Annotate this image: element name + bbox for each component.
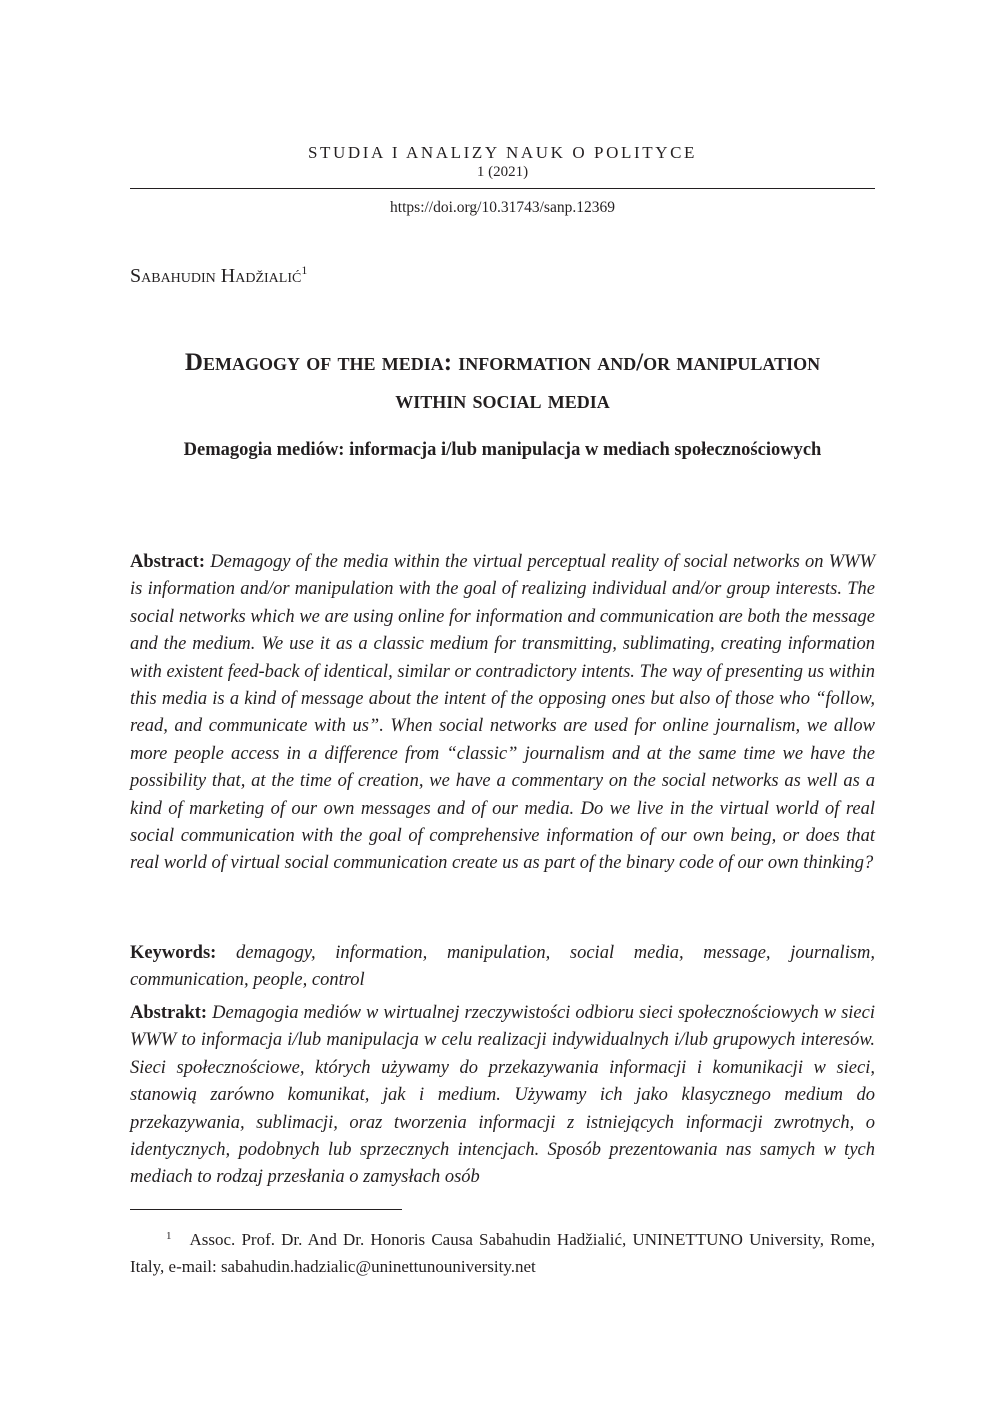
- keywords-paragraph: [130, 940, 875, 995]
- abstrakt-text: Demagogia mediów w wirtualnej rzeczywistości odbioru sieci społecznościowych w sieci WWW to informacja i/lub manipulacja w celu realizacji indywidualnych i/lub grupowych interesów. Sieci społecznościowe, których używamy do przekazywania informacji i komunikacji w sieci, stanowią zarówno komunikat, jak i medium. Używamy ich jako klasycznego medium do przekazywania, sublimacji, oraz tworzenia informacji z istniejących informacji zwrotnych, o identycznych, podobnych lub sprzecznych intencjach. Sposób prezentowania nas samych w tych mediach to rodzaj przesłania o zamysłach osób: [130, 1003, 875, 1188]
- author-name-text: Sabahudin Hadžialić: [130, 265, 302, 287]
- author-name: [130, 263, 307, 288]
- footnote-rule: [130, 1209, 402, 1210]
- abstract-paragraph: [130, 549, 875, 878]
- header-rule: [130, 188, 875, 189]
- article-title-polish: Demagogia mediów: informacja i/lub manipulacja w mediach społecznościowych: [183, 440, 822, 460]
- abstract-text: Demagogy of the media within the virtual perceptual reality of social networks on WWW is information and/or manipulation with the goal of realizing individual and/or group interests. The social networks which we are using online for information and communication are both the message and the medium. We use it as a classic medium for transmitting, sublimating, creating information with existent feed-back of identical, similar or contradictory intents. The way of presenting us within this media is a kind of message about the intent of the opposing ones but also of those who “follow, read, and communicate with us”. When social networks are used for online journalism, we allow more people access in a difference from “classic” journalism and at the same time we have the possibility that, at the time of creation, we have a commentary on the social networks as well as a kind of marketing of our own messages and of our media. Do we live in the virtual world of real social communication with the goal of comprehensive information of our own being, or does that real world of virtual social communication create us as part of the binary code of our own thinking?: [130, 552, 876, 874]
- abstrakt-paragraph: [130, 1000, 875, 1192]
- article-title-line-1: Demagogy of the media: information and/or manipulation: [184, 349, 821, 376]
- footnote-mark: 1: [166, 1230, 172, 1242]
- abstrakt-label: Abstrakt:: [130, 1003, 208, 1023]
- abstract-label: Abstract:: [130, 552, 206, 572]
- footnote-text: Assoc. Prof. Dr. And Dr. Honoris Causa Sabahudin Hadžialić, UNINETTUNO University, Rome, Italy, e-mail: sabahudin.hadzialic@uninettunouniversity.net: [130, 1230, 875, 1276]
- doi-link[interactable]: https://doi.org/10.31743/sanp.12369: [390, 199, 615, 216]
- journal-title: STUDIA I ANALIZY NAUK O POLITYCE: [307, 143, 698, 162]
- issue-number: 1 (2021): [476, 164, 529, 180]
- keywords-text: demagogy, information, manipulation, social media, message, journalism, communication, people, control: [130, 943, 876, 991]
- footnote: [130, 1223, 875, 1280]
- article-title: [130, 344, 875, 420]
- article-title-line-2: within social media: [395, 387, 610, 414]
- keywords-label: Keywords:: [130, 943, 217, 963]
- author-footnote-mark[interactable]: 1: [301, 263, 308, 277]
